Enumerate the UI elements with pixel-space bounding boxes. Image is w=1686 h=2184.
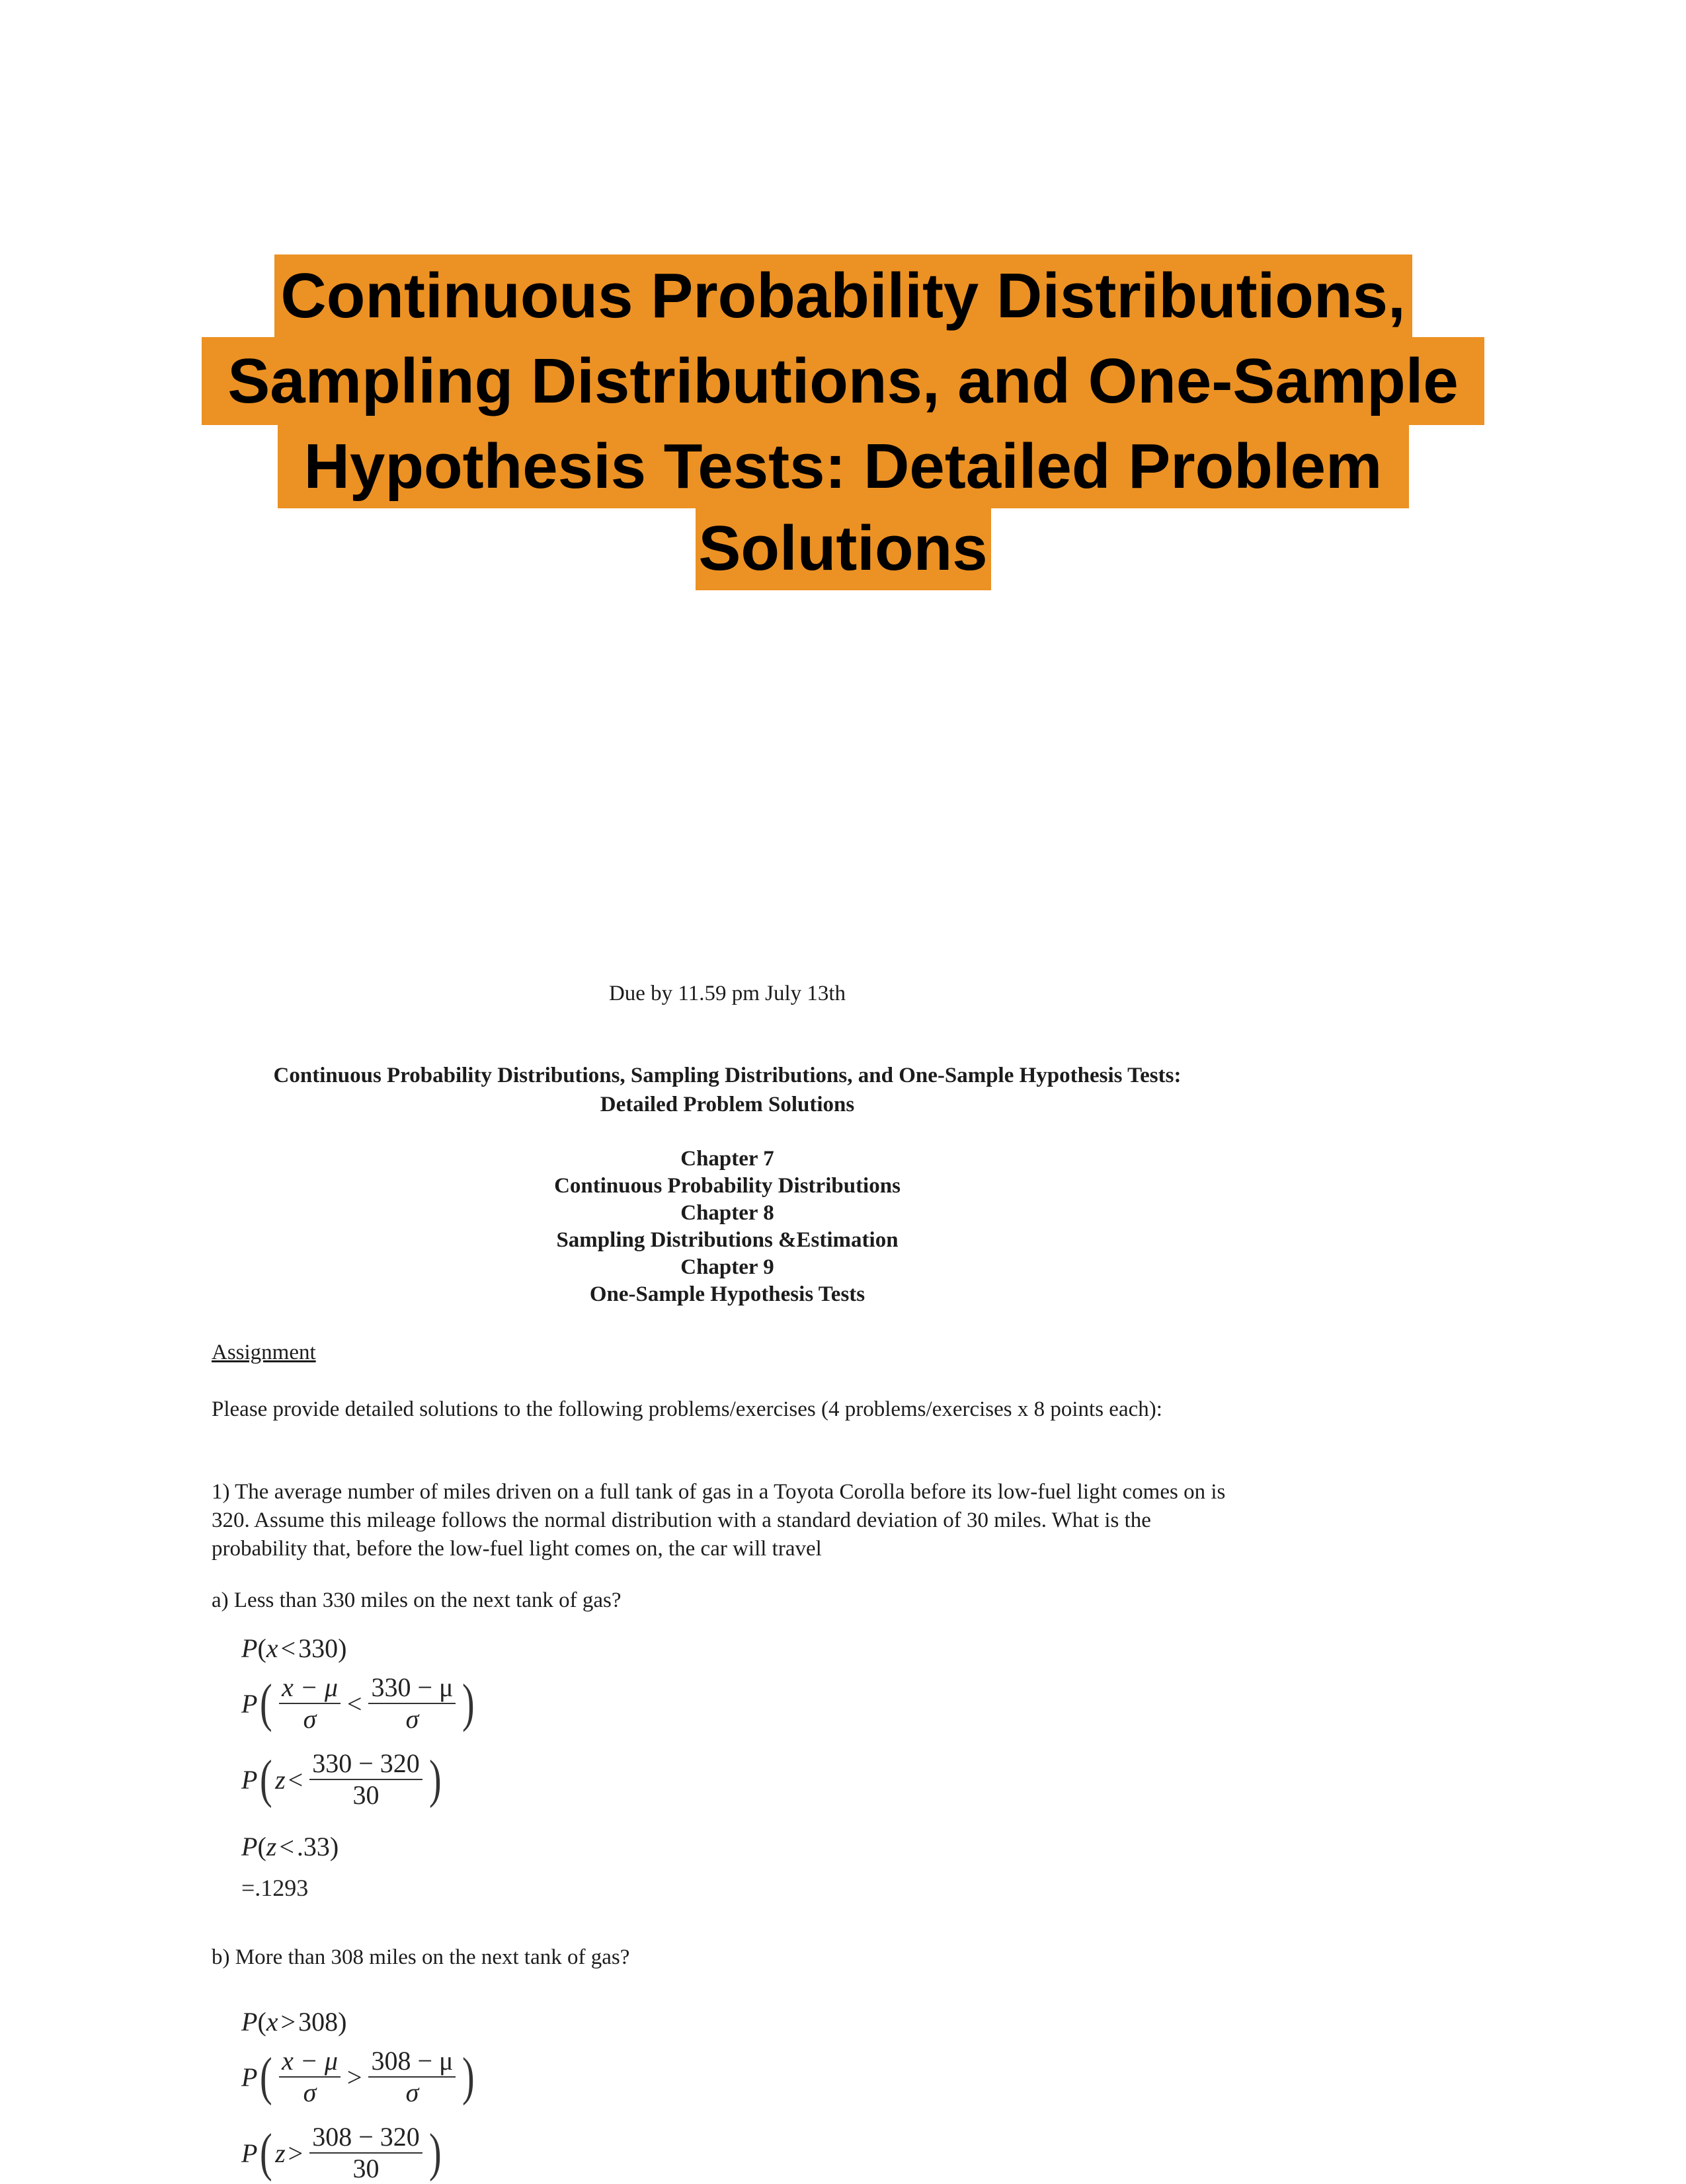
numerator: 330 − 320 — [309, 1748, 422, 1780]
math-symbol: z — [275, 2138, 286, 2168]
fraction — [279, 1672, 341, 1735]
title-line-text: Solutions — [696, 507, 991, 590]
chapter-heading: Chapter 9 — [680, 1255, 774, 1279]
math-symbol: P — [241, 1633, 258, 1663]
fraction — [279, 2046, 341, 2108]
denominator: σ — [303, 1704, 317, 1734]
math-symbol: P — [241, 1832, 258, 1861]
numerator: 308 − μ — [368, 2046, 456, 2078]
chapter-topic: Continuous Probability Distributions — [554, 1174, 901, 1198]
math-step: P ( z > $\frac{308 - 320}{30}$ ) — [241, 2122, 442, 2183]
part-a-question: a) Less than 330 miles on the next tank of gas? — [212, 1588, 622, 1612]
math-value: .33 — [296, 1832, 330, 1861]
math-result: =.1293 — [241, 1875, 309, 1901]
document-title-line2: Detailed Problem Solutions — [600, 1093, 855, 1116]
math-symbol: P — [241, 1764, 258, 1795]
chapter-topic: One-Sample Hypothesis Tests — [589, 1282, 865, 1306]
math-symbol: z — [266, 1832, 277, 1861]
math-value: 330 — [298, 1633, 339, 1663]
numerator: 308 − 320 — [309, 2122, 422, 2154]
assignment-heading: Assignment — [212, 1341, 316, 1364]
part-b-question: b) More than 308 miles on the next tank of gas? — [212, 1945, 630, 1969]
due-date: Due by 11.59 pm July 13th — [608, 982, 846, 1005]
title-line — [0, 254, 1686, 337]
denominator: 30 — [352, 2154, 380, 2183]
denominator: σ — [405, 1704, 419, 1734]
numerator: x − μ — [279, 1672, 341, 1704]
document-title — [0, 1061, 1455, 1119]
math-operator: > — [346, 2062, 362, 2092]
chapter-heading: Chapter 8 — [680, 1201, 774, 1225]
math-symbol: P — [241, 2138, 258, 2168]
math-step: P ( x < 330 ) — [241, 1633, 347, 1663]
math-step: P ( z < .33 ) — [241, 1832, 339, 1861]
fraction — [368, 2046, 456, 2108]
math-symbol: z — [275, 1764, 286, 1795]
title-line-text: Sampling Distributions, and One-Sample — [202, 337, 1484, 425]
math-step: P ( z < $\frac{330 - 320}{30}$ ) — [241, 1748, 442, 1810]
chapter-heading: Chapter 7 — [680, 1147, 774, 1171]
instructions: Please provide detailed solutions to the following problems/exercises (4 problems/exercises x 8 points each): — [212, 1397, 1162, 1421]
math-operator: < — [346, 1688, 362, 1719]
fraction — [309, 2122, 422, 2184]
fraction — [368, 1672, 456, 1735]
chapter-list — [0, 1146, 1455, 1308]
fraction — [309, 1748, 422, 1811]
math-operator: > — [288, 2138, 303, 2168]
denominator: σ — [303, 2078, 317, 2107]
math-symbol: P — [241, 2007, 258, 2037]
math-step: P ( $\frac{x - \mu}{\sigma}$ < $\frac{330 - \mu}{\sigma}$ ) — [241, 1672, 475, 1734]
math-symbol: x — [266, 2007, 278, 2037]
chapter-topic: Sampling Distributions &Estimation — [556, 1228, 899, 1252]
title-line — [0, 507, 1686, 590]
title-line — [0, 425, 1686, 507]
math-operator: < — [279, 1832, 294, 1861]
highlighted-title — [0, 254, 1686, 590]
title-line — [0, 337, 1686, 425]
math-step: P ( $\frac{x - \mu}{\sigma}$ > $\frac{308 - \mu}{\sigma}$ ) — [241, 2046, 475, 2107]
math-step: P ( x > 308 ) — [241, 2007, 347, 2037]
math-symbol: x — [266, 1633, 278, 1663]
numerator: x − μ — [279, 2046, 341, 2078]
math-value: 308 — [298, 2007, 339, 2037]
problem-1-text: 1) The average number of miles driven on a full tank of gas in a Toyota Corolla before its low-fuel light comes on is 320. Assume this mileage follows the normal distribution with a standard deviation of 30 miles. What is the probability that, before the low-fuel light comes on, the car will travel — [212, 1480, 1226, 1561]
denominator: σ — [405, 2078, 419, 2107]
document-title-line1: Continuous Probability Distributions, Sampling Distributions, and One-Sample Hypothesis Tests: — [273, 1064, 1182, 1087]
numerator: 330 − μ — [368, 1672, 456, 1704]
title-line-text: Hypothesis Tests: Detailed Problem — [278, 425, 1409, 508]
title-line-text: Continuous Probability Distributions, — [274, 254, 1412, 338]
math-operator: < — [288, 1764, 303, 1795]
math-symbol: P — [241, 2062, 258, 2092]
math-symbol: P — [241, 1688, 258, 1719]
denominator: 30 — [352, 1780, 380, 1810]
math-operator: < — [280, 1633, 296, 1663]
math-operator: > — [280, 2007, 296, 2037]
